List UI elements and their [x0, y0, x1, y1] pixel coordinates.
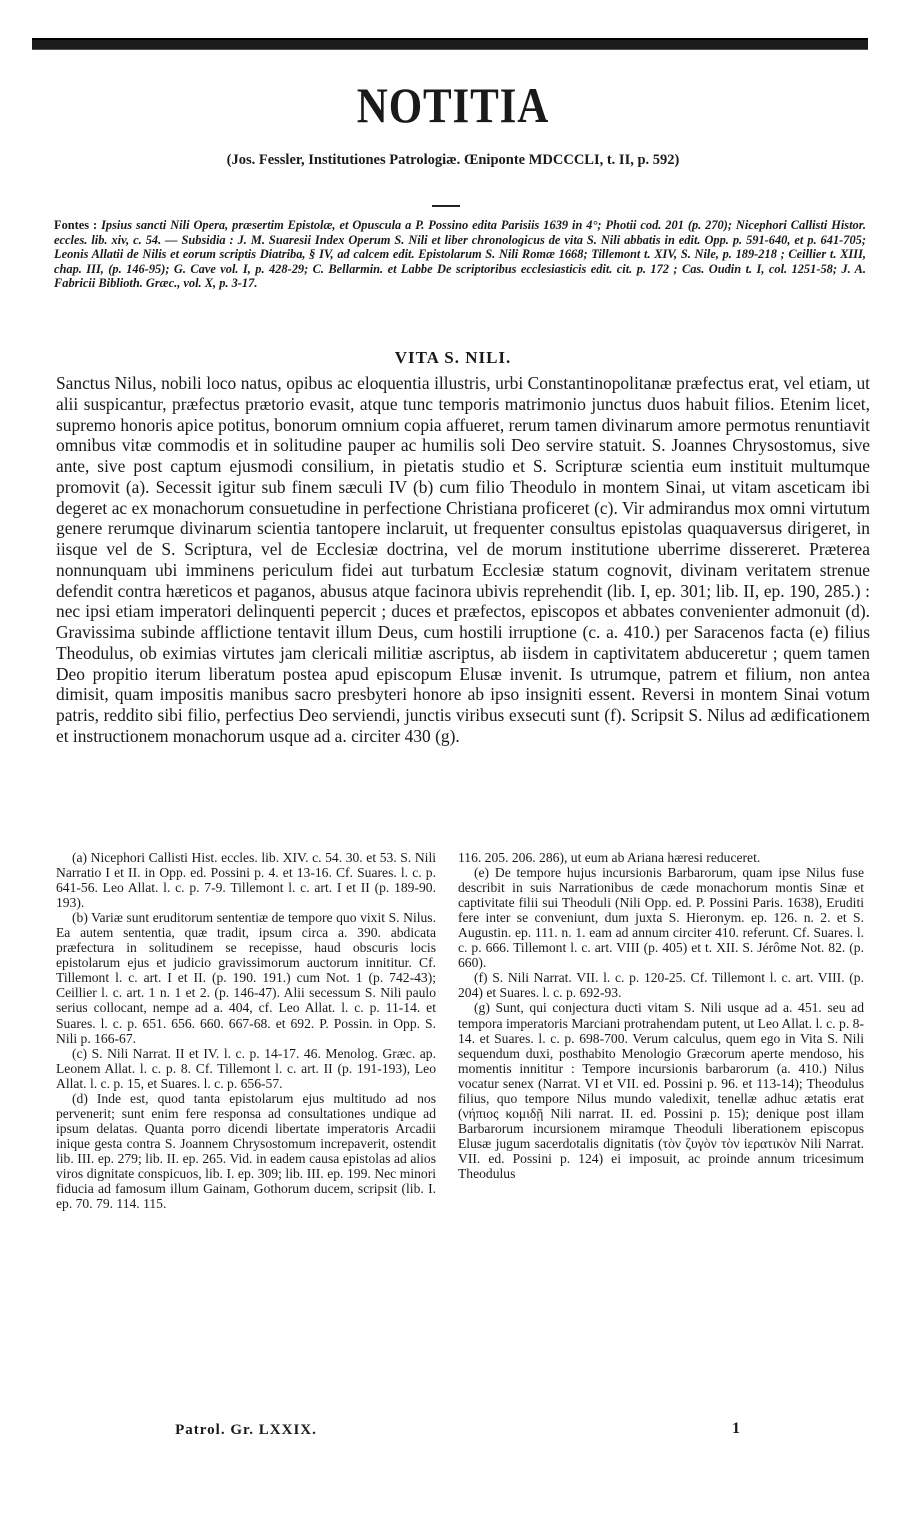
fontes-paragraph: [54, 218, 866, 291]
section-heading: VITA S. NILI.: [394, 348, 512, 367]
footnote-f: (f) S. Nili Narrat. VII. l. c. p. 120-25. Cf. Tillemont l. c. art. VIII. (p. 204) et Suares. l. c. p. 692-93.: [458, 970, 864, 1001]
footnote-c: (c) S. Nili Narrat. II et IV. l. c. p. 14-17. 46. Menolog. Græc. ap. Leonem Allat. l. c. p. 8. Cf. Tillemont l. c. art. II (p. 191-193), Leo Allat. l. c. p. 15, et Suares. l. c. p. 656-57.: [56, 1045, 436, 1091]
page-title: NOTITIA: [356, 77, 550, 133]
vita-body: Sanctus Nilus, nobili loco natus, opibus ac eloquentia illustris, urbi Constantinopolitanæ præfectus erat, vel etiam, ut alii suspicantur, præfectus prætorio evasit, atque tunc temporis matrimonio junctus duos habuit filios. Etenim licet, supremo honoris apice potitus, bonorum omnium copia affueret, rerum tamen divinarum amore permotus renuntiavit omnibus vitæ commodis et in solitudine pauper ac humilis soli Deo servire statuit. S. Joannes Chrysostomus, sive ante, sive post captum ejusmodi consilium, in pietatis studio et S. Scripturæ scientia eum instituit multumque promovit (a). Secessit igitur sub finem sæculi IV (b) cum filio Theodulo in montem Sinai, ut vitam asceticam ibi degeret ac ex monachorum consuetudine in perfectione Christiana proficeret (c). Vir admirandus mox omni virtutum genere rerumque divinarum scientia tantopere inclaruit, ut frequenter consultus epistolas quaquaversus dirigeret, in iisque vel de S. Scriptura, vel de Ecclesiæ doctrina, vel de morum institutione uberrime dissereret. Præterea nonnunquam ubi imminens periculum fidei aut turbatum Ecclesiæ statum cognovit, divinam veritatem strenue defendit contra hæreticos et paganos, abusus atque facinora ubivis reprehendit (lib. I, ep. 301; lib. II, ep. 190, 285.) : nec ipsi etiam imperatori delinquenti pepercit ; duces et præfectos, episcopos et abbates convenienter admonuit (d). Gravissima subinde afflictione tentavit illum Deus, cum hostili irruptione (c. a. 410.) per Saracenos facta (e) filius Theodulus, ob eximias virtutes jam clericali militiæ ascriptus, ab iisdem in captivitatem abduceretur ; quem tamen Deo propitio iterum liberatum postea apud episcopum Elusæ invenit. Is utrumque, patrem et filium, non antea dimisit, quam impositis manibus sacro presbyteri honore ab ipso insigniti essent. Reversi in montem Sinai votum patris, reddito sibi filio, perfectius Deo serviendi, junctis viribus exsecuti sunt (f). Scripsit S. Nilus ad ædificationem et instructionem monachorum usque ad a. circiter 430 (g).: [56, 373, 870, 746]
top-rule: [32, 38, 868, 50]
footnote-d: (d) Inde est, quod tanta epistolarum ejus multitudo ad nos pervenerit; sunt enim fere responsa ad consultationes undique ad ipsum delatas. Quanta porro dicendi libertate imperatoris Arcadii inique gesta contra S. Joannem Chrysostomum increpaverit, ostendit lib. III. ep. 279; lib. II. ep. 265. Vid. in eadem causa epistolas ad alios viros dignitate conspicuos, lib. I. ep. 309; lib. III. ep. 199. Nec minori fiducia ad famosum illum Gainam, Gothorum ducem, scripsit (lib. I. ep. 70. 79. 114. 115.: [56, 1090, 436, 1212]
volume-signature: Patrol. Gr. LXXIX.: [175, 1422, 317, 1438]
fontes-label: Fontes :: [54, 218, 98, 232]
footnote-d-continued: 116. 205. 206. 286), ut eum ab Ariana hæresi reduceret.: [458, 850, 761, 865]
fontes-text: Ipsius sancti Nili Opera, præsertim Epistolæ, et Opuscula a P. Possino edita Parisiis 1639 in 4°; Photii cod. 201 (p. 270); Nicephori Callisti Histor. eccles. lib. xiv, c. 54. — Subsidia : J. M. Suaresii Index Operum S. Nili et liber chronologicus de vita S. Nili abbatis in edit. Opp. p. 591-640, et p. 641-705; Leonis Allatii de Nilis et eorum scriptis Diatriba, § IV, ad calcem edit. Epistolarum S. Nili Romæ 1668; Tillemont t. XIV, S. Nile, p. 189-218 ; Ceillier t. XIII, chap. III, (p. 146-95); G. Cave vol. I, p. 428-29; C. Bellarmin. et Labbe De scriptoribus ecclesiasticis edit. cit. p. 172 ; Cas. Oudin t. I, col. 1251-58; J. A. Fabricii Biblioth. Græc., vol. X, p. 3-17.: [54, 218, 866, 291]
footnote-a: (a) Nicephori Callisti Hist. eccles. lib. XIV. c. 54. 30. et 53. S. Nili Narratio I et II. in Opp. ed. Possini p. 4. et 13-16. Cf. Suares. l. c. p. 641-56. Leo Allat. l. c. p. 7-9. Tillemont l. c. art. I et II (p. 189-90. 193).: [56, 850, 436, 911]
footnotes-right-column: [458, 850, 864, 1181]
footnotes-left-column: [56, 850, 436, 1211]
source-citation: (Jos. Fessler, Institutiones Patrologiæ. Œniponte MDCCCLI, t. II, p. 592): [226, 152, 680, 168]
section-divider: [432, 205, 460, 207]
page-number: 1: [732, 1420, 740, 1437]
footnote-b: (b) Variæ sunt eruditorum sententiæ de tempore quo vixit S. Nilus. Ea autem sententia, quæ tradit, ipsum circa a. 390. abdicata præfectura in solitudinem se recepisse, haud obscuris locis epistolarum ejus et judicio gravissimorum auctorum innititur. Cf. Tillemont l. c. art. I et II. (p. 190. 191.) cum Not. 1 (p. 742-43); Ceillier l. c. art. 1 n. 1 et 2. (p. 146-47). Alii secessum S. Nili paulo serius collocant, nempe ad a. 404, cf. Leo Allat. l. c. p. 11-14. et Suares. l. c. p. 651. 656. 660. 667-68. et 692. P. Possin. in Opp. S. Nili p. 166-67.: [56, 910, 436, 1046]
footnote-e: (e) De tempore hujus incursionis Barbarorum, quam ipse Nilus fuse describit in suis Narrationibus de cæde monachorum montis Sinæ et captivitate filii sui Theoduli (Nili Opp. ed. P. Possini Paris. 1638), Eruditi fere inter se conveniunt, dum juxta S. Hieronym. ep. 126. n. 2. et S. Augustin. ep. 111. n. 1. eam ad annum circiter 410. referunt. Cf. Suares. l. c. p. 666. Tillemont l. c. art. VIII (p. 405) et t. XII. S. Jérôme Not. 82. (p. 660).: [458, 865, 864, 971]
footnote-g: (g) Sunt, qui conjectura ducti vitam S. Nili usque ad a. 451. seu ad tempora imperatoris Marciani protrahendam putent, ut Leo Allat. l. c. p. 8-14. et Suares. l. c. p. 698-700. Verum calculus, quem ego in Vita S. Nili sequendum duxi, posthabito Menologio Græcorum aperte mendoso, his momentis innititur : Tempore incursionis barbarorum (a. 410.) Nilus vocatur senex (Narrat. VI et VII. ed. Possini p. 96. et 113-14); Theodulus filius, quo tempore Nilus mundo valedixit, tenellæ adhuc ætatis erat (νήπιος κομιδῇ Nili narrat. II. ed. Possini p. 15); denique post illam Barbarorum incursionem miramque Theoduli liberationem episcopus Elusæ jugum sacerdotalis dignitatis (τὸν ζυγὸν τὸν ἱερατικὸν Nili Narrat. VII. ed. Possini p. 124) ei imposuit, ac proinde annum tricesimum Theodulus: [458, 1000, 864, 1181]
